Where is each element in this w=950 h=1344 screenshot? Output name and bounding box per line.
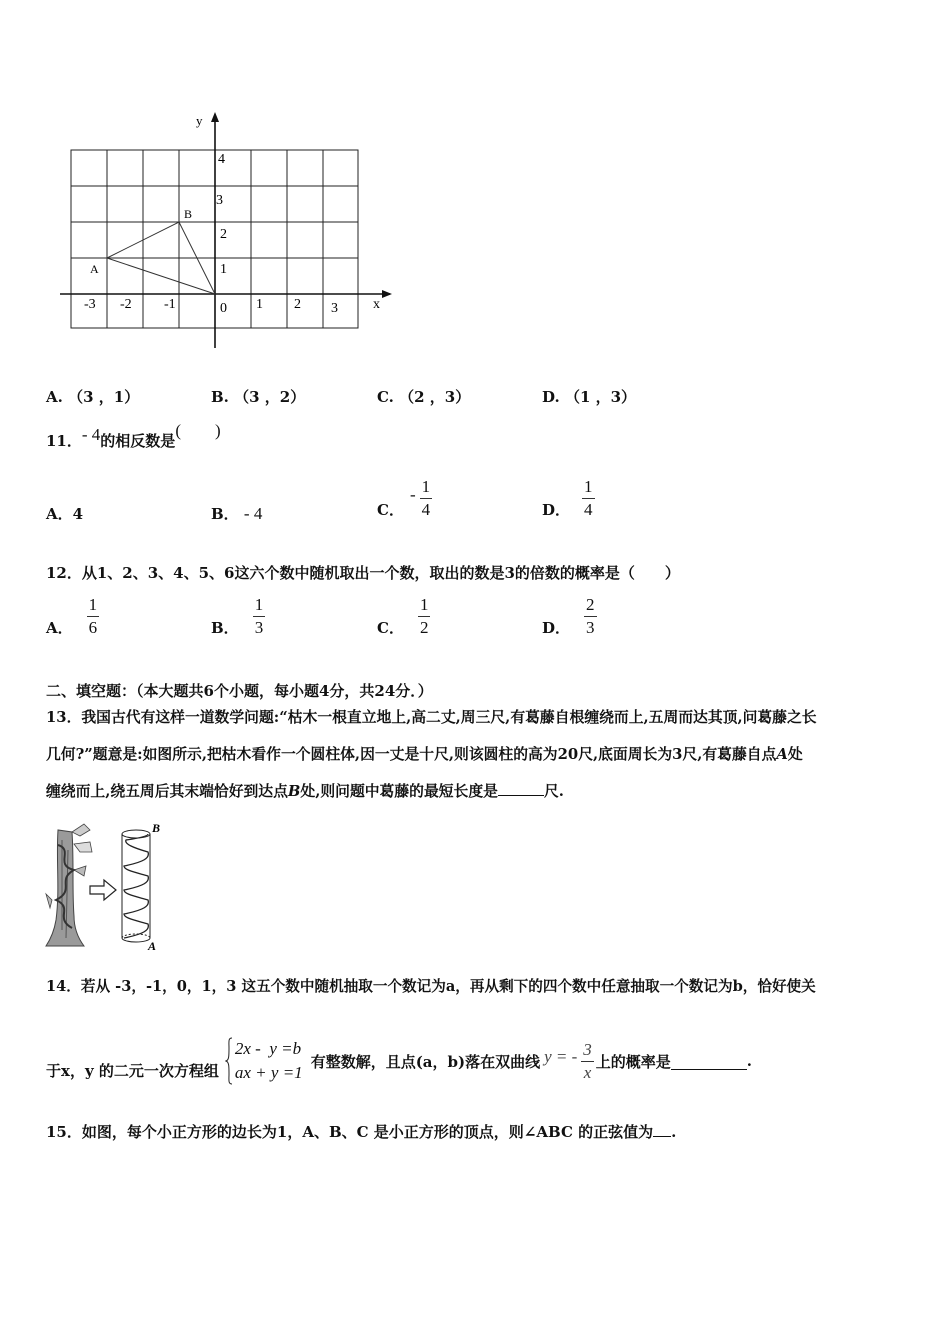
option-letter: D． [542,501,571,519]
fraction-bar [420,498,433,499]
y-tick-2: 2 [220,227,227,242]
option-letter: B． [211,619,239,637]
denominator: 6 [88,618,98,637]
q10-option-a [46,386,139,407]
fraction [584,596,597,637]
option-text: （2 ，3） [399,388,471,406]
q13-line-2-end: 处 [787,746,803,763]
fraction-bar [584,616,597,617]
point-a-label: A [90,262,99,276]
q11-stem [46,421,221,451]
fraction [87,596,100,637]
fraction-bar [582,498,595,499]
x-tick-neg1: -1 [164,297,176,312]
option-letter: D. [542,388,560,406]
fraction-bar [87,616,100,617]
x-tick-3: 3 [331,301,338,316]
q14-line-1: 14．若从 -3，-1，0，1，3 这五个数中随机抽取一个数记为a，再从剩下的四个数中任意抽取一个数记为b，恰好使关 [46,978,816,995]
q10-option-b [211,386,305,407]
denominator: x [583,1062,592,1082]
fraction [418,596,431,637]
q12-option-b [211,596,265,637]
option-text: - 4 [243,504,263,523]
fraction-bar [581,1061,594,1062]
q12-stem: 12．从1、2、3、4、5、6这六个数中随机取出一个数，取出的数是3的倍数的概率是（ ） [46,564,680,582]
option-sign: - [409,484,416,504]
y-tick-4: 4 [218,152,225,167]
fraction [253,596,266,637]
y-tick-3: 3 [216,193,223,208]
q15-end: . [671,1123,677,1141]
answer-blank[interactable] [671,1053,747,1070]
point-b-label: B [184,207,193,221]
q11-number: 11． [46,432,82,450]
option-letter: B． [211,505,239,523]
cylinder [122,830,150,942]
y-axis-label: y [196,113,203,128]
q13-line-3-mid: 处,则问题中葛藤的最短长度是 [300,783,498,800]
q10-option-c [377,386,470,407]
denominator: 3 [254,618,264,637]
option-letter: C． [377,501,404,519]
q13-point-a: A [776,746,788,763]
q14-line-2 [46,1036,752,1086]
q14-text-b: 有整数解，且点(a，b)落在双曲线 [310,1052,541,1071]
q15-stem [46,1121,676,1142]
x-tick-0: 0 [220,301,227,316]
numerator: 1 [421,477,431,496]
q15-text: 15．如图，每个小正方形的边长为1，A、B、C 是小正方形的顶点，则∠ABC 的正弦值为 [46,1123,654,1141]
equation-system [225,1036,303,1086]
x-tick-neg3: -3 [84,297,96,312]
option-letter: A. [46,388,63,406]
fraction [582,478,595,519]
x-axis-label: x [373,297,380,312]
denominator: 4 [421,500,431,519]
q14-text-d: . [746,1052,753,1070]
q11-text: 的相反数是 [100,432,176,450]
q12-option-d [542,596,597,637]
answer-blank[interactable] [653,1122,671,1137]
x-axis-arrow [382,290,392,298]
q13-line-3 [46,780,564,801]
fraction [420,478,433,519]
q13-line-2-text: 几何?”题意是:如图所示,把枯木看作一个圆柱体,因一丈是十尺,则该圆柱的高为20尺,底面周长为3尺,有葛藤自点 [46,746,777,763]
y-tick-1: 1 [220,262,227,277]
numerator: 1 [584,477,593,496]
cylinder-label-a: A [148,939,157,953]
y-axis-arrow [211,112,219,122]
numerator: 2 [586,595,595,614]
q13-line-1: 13．我国古代有这样一道数学问题:“枯木一根直立地上,高二丈,周三尺,有葛藤自根缠绕而上,五周而达其顶,问葛藤之长 [46,709,817,726]
q13-line-3-text: 缠绕而上,绕五周后其末端恰好到达点 [46,783,288,800]
fraction-bar [253,616,266,617]
option-letter: B. [211,388,229,406]
fraction-bar [418,616,431,617]
option-letter: C． [377,619,404,637]
q12-option-c [377,596,430,637]
denominator: 4 [584,500,593,519]
option-text: 4 [72,505,84,523]
option-letter: D． [542,619,571,637]
option-letter: A． [46,505,73,523]
q11-neg4: - 4 [81,425,101,444]
answer-blank[interactable] [498,795,544,796]
option-letter: A． [46,619,73,637]
q12-option-a [46,596,99,637]
brace-icon [225,1036,233,1086]
tree-cylinder-figure [44,820,174,955]
arrow-icon [90,880,116,900]
q11-option-d [542,478,595,519]
numerator: 1 [254,595,264,614]
q11-option-b [211,503,262,524]
numerator: 1 [419,595,429,614]
q10-option-d [542,386,636,407]
q13-line-3-end: 尺. [543,783,564,800]
numerator: 3 [583,1039,592,1059]
denominator: 3 [586,618,595,637]
equation-1: 2x - y =b [234,1039,302,1058]
x-tick-1: 1 [256,297,263,312]
q11-option-c [377,478,432,519]
tree-illustration [46,824,92,946]
q14-text-c: 上的概率是 [595,1052,671,1071]
hyperbola-fraction [581,1041,594,1082]
option-text: （3 ，1） [68,388,140,406]
option-letter: C. [377,388,394,406]
x-tick-neg2: -2 [120,297,132,312]
q11-paren: ( ) [175,421,221,440]
coordinate-graph [50,105,400,355]
denominator: 2 [419,618,429,637]
x-tick-2: 2 [294,297,301,312]
q11-option-a [46,503,83,524]
q14-text-a: 于x，y 的二元一次方程组 [46,1061,219,1080]
option-text: （3 ，2） [234,388,306,406]
numerator: 1 [88,595,98,614]
option-text: （1 ，3） [564,388,637,406]
cylinder-label-b: B [152,821,161,835]
hyperbola-lhs: y = - [544,1047,578,1066]
q13-point-b: B [287,783,301,800]
section-heading: 二、填空题：（本大题共6个小题，每小题4分，共24分．） [46,682,433,700]
q13-line-2 [46,743,803,764]
equation-2: ax + y =1 [234,1063,303,1082]
